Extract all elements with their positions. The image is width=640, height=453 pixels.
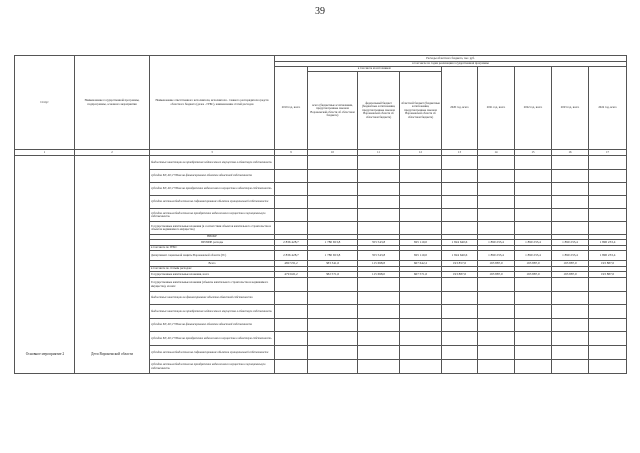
value-cell: 1 890 233,4: [589, 251, 627, 261]
row-label: Государственные капитальные вложения (объекты капитального строительства и недвижимого имущества), из них:: [150, 278, 275, 292]
value-cell: 193 887,0: [515, 261, 552, 267]
row-label: субсидии местным бюджетам на приобретение недвижимого имущества в муниципальную собственность: [150, 209, 275, 222]
value-cell: 1 824 640,6: [442, 251, 478, 261]
value-cell: 1 824 640,6: [442, 240, 478, 246]
value-cell: 193 887,0: [589, 261, 627, 267]
row-label: Департамент социальной защиты Воронежской области (ГС): [150, 251, 275, 261]
row-label: в том числе по ГРБС:: [150, 246, 275, 251]
value-cell: 825 110,0: [400, 240, 442, 246]
value-cell: 1 780 653,8: [308, 251, 358, 261]
row-label: субсидии БУ, АУ, ГУПам на приобретение недвижимого имущества в областную собственность: [150, 332, 275, 346]
row-label: бюджетные инвестиции на приобретение недвижимого имущества в областную собственность: [150, 156, 275, 170]
row-label: бюджетные инвестиции на финансирование объектов областной собственности: [150, 292, 275, 305]
value-cell: 667 642,2: [400, 261, 442, 267]
value-cell: 1 890 233,4: [515, 240, 552, 246]
value-cell: 1 890 233,4: [478, 251, 515, 261]
header-2020: 2020 год, всего: [442, 67, 478, 150]
value-cell: 193 887,0: [515, 272, 552, 278]
col-num: 17: [589, 150, 627, 156]
value-cell: 1 890 233,4: [589, 240, 627, 246]
header-2021: 2021 год, всего: [478, 67, 515, 150]
header-expense-sub: в том числе по годам реализации государственной программы: [275, 62, 627, 67]
value-cell: 1 890 233,4: [552, 240, 589, 246]
header-fed-funds: федеральный бюджет (бюджетные ассигнования, предусмотренные законом Воронежской области об областном бюджете): [358, 72, 400, 150]
value-cell: 355 543,8: [358, 251, 400, 261]
value-cell: 193 887,0: [552, 272, 589, 278]
budget-table: [14, 55, 627, 374]
value-cell: 1 890 233,4: [515, 251, 552, 261]
header-expense-title: Расходы областного бюджета, тыс. руб.: [275, 56, 627, 62]
col-num: 10: [308, 150, 358, 156]
row-label: бюджетные инвестиции на приобретение недвижимого имущества в областную собственность: [150, 305, 275, 319]
row-label: субсидии БУ, АУ, ГУПам на приобретение недвижимого имущества в областную собственность: [150, 183, 275, 196]
header-program: Наименование государственной программы, подпрограммы, основного мероприятия: [75, 56, 150, 150]
value-cell: 193 887,0: [442, 272, 478, 278]
col-num: 3: [150, 150, 275, 156]
header-responsible: Наименование ответственного исполнителя, исполнителя - главного распорядителя средств областного бюджета (далее - ГРБС), наименование статей расходов: [150, 56, 275, 150]
header-incl-sources: в том числе из источников:: [308, 67, 442, 72]
header-all: всего (бюджетные ассигнования, предусмотренные законом Воронежской области об областном бюджете): [308, 72, 358, 150]
value-cell: 115 698,0: [358, 272, 400, 278]
value-cell: 2 836 428,7: [275, 240, 308, 246]
row-label: НИОКР: [150, 235, 275, 240]
value-cell: 193 887,0: [478, 261, 515, 267]
header-total-2019: 2019 год, всего: [275, 67, 308, 150]
value-cell: 1 890 233,4: [552, 251, 589, 261]
value-cell: 1 890 233,4: [478, 240, 515, 246]
status-cell-blank: [15, 156, 75, 374]
value-cell: 2 836 428,7: [275, 251, 308, 261]
value-cell: 193 887,0: [589, 272, 627, 278]
row-label: Государственные капитальные вложения (в соответствии объектов капитального строительства и объектов недвижимого имущества): [150, 222, 275, 235]
value-cell: 480 535,2: [275, 261, 308, 267]
row-label: в том числе по статьям расходов:: [150, 267, 275, 272]
row-label: Государственные капитальные вложения, всего: [150, 272, 275, 278]
col-num: 16: [552, 150, 589, 156]
value-cell: 1 780 653,8: [308, 240, 358, 246]
header-status: Статус: [15, 56, 75, 150]
value-cell: 193 857,0: [442, 261, 478, 267]
value-cell: 193 887,0: [478, 272, 515, 278]
value-cell: 479 645,2: [275, 272, 308, 278]
header-2022: 2022 год, всего: [515, 67, 552, 150]
page-number: 39: [315, 6, 325, 17]
col-num: 13: [442, 150, 478, 156]
header-2024: 2024 год, всего: [589, 67, 627, 150]
col-num: 11: [358, 150, 400, 156]
value-cell: 825 110,0: [400, 251, 442, 261]
row-label: субсидии БУ, АУ, ГУПам на финансирование объектов областной собственности: [150, 170, 275, 183]
department-label: Дети Воронежской области: [91, 352, 133, 356]
col-num: 14: [478, 150, 515, 156]
value-cell: 115 698,8: [358, 261, 400, 267]
row-label: субсидии местным бюджетам на софинансирование объектов муниципальной собственности: [150, 346, 275, 360]
main-event-label: Основное мероприятие 2: [25, 352, 65, 356]
col-num: 9: [275, 150, 308, 156]
col-num: 1: [15, 150, 75, 156]
value-cell: 383 341,0: [308, 261, 358, 267]
row-label: субсидии местным бюджетам на приобретение недвижимого имущества в муниципальную собственность: [150, 360, 275, 374]
row-label: Всего: [150, 261, 275, 267]
row-label: субсидии БУ, АУ, ГУПам на финансирование объектов областной собственности: [150, 319, 275, 332]
value-cell: 667 571,0: [400, 272, 442, 278]
value-cell: 355 543,8: [358, 240, 400, 246]
header-reg-funds: областной бюджет (бюджетные ассигнования, предусмотренные законом Воронежской области об областном бюджете): [400, 72, 442, 150]
table-row: [15, 156, 627, 170]
col-num: 12: [400, 150, 442, 156]
value-cell: 382 571,0: [308, 272, 358, 278]
program-cell-blank: [75, 156, 150, 374]
col-num: 2: [75, 150, 150, 156]
row-label: ПРОЧИЕ расходы: [150, 240, 275, 246]
header-2023: 2023 год, всего: [552, 67, 589, 150]
col-num: 15: [515, 150, 552, 156]
row-label: субсидии местным бюджетам на софинансирование объектов муниципальной собственности: [150, 196, 275, 209]
value-cell: 193 887,0: [552, 261, 589, 267]
